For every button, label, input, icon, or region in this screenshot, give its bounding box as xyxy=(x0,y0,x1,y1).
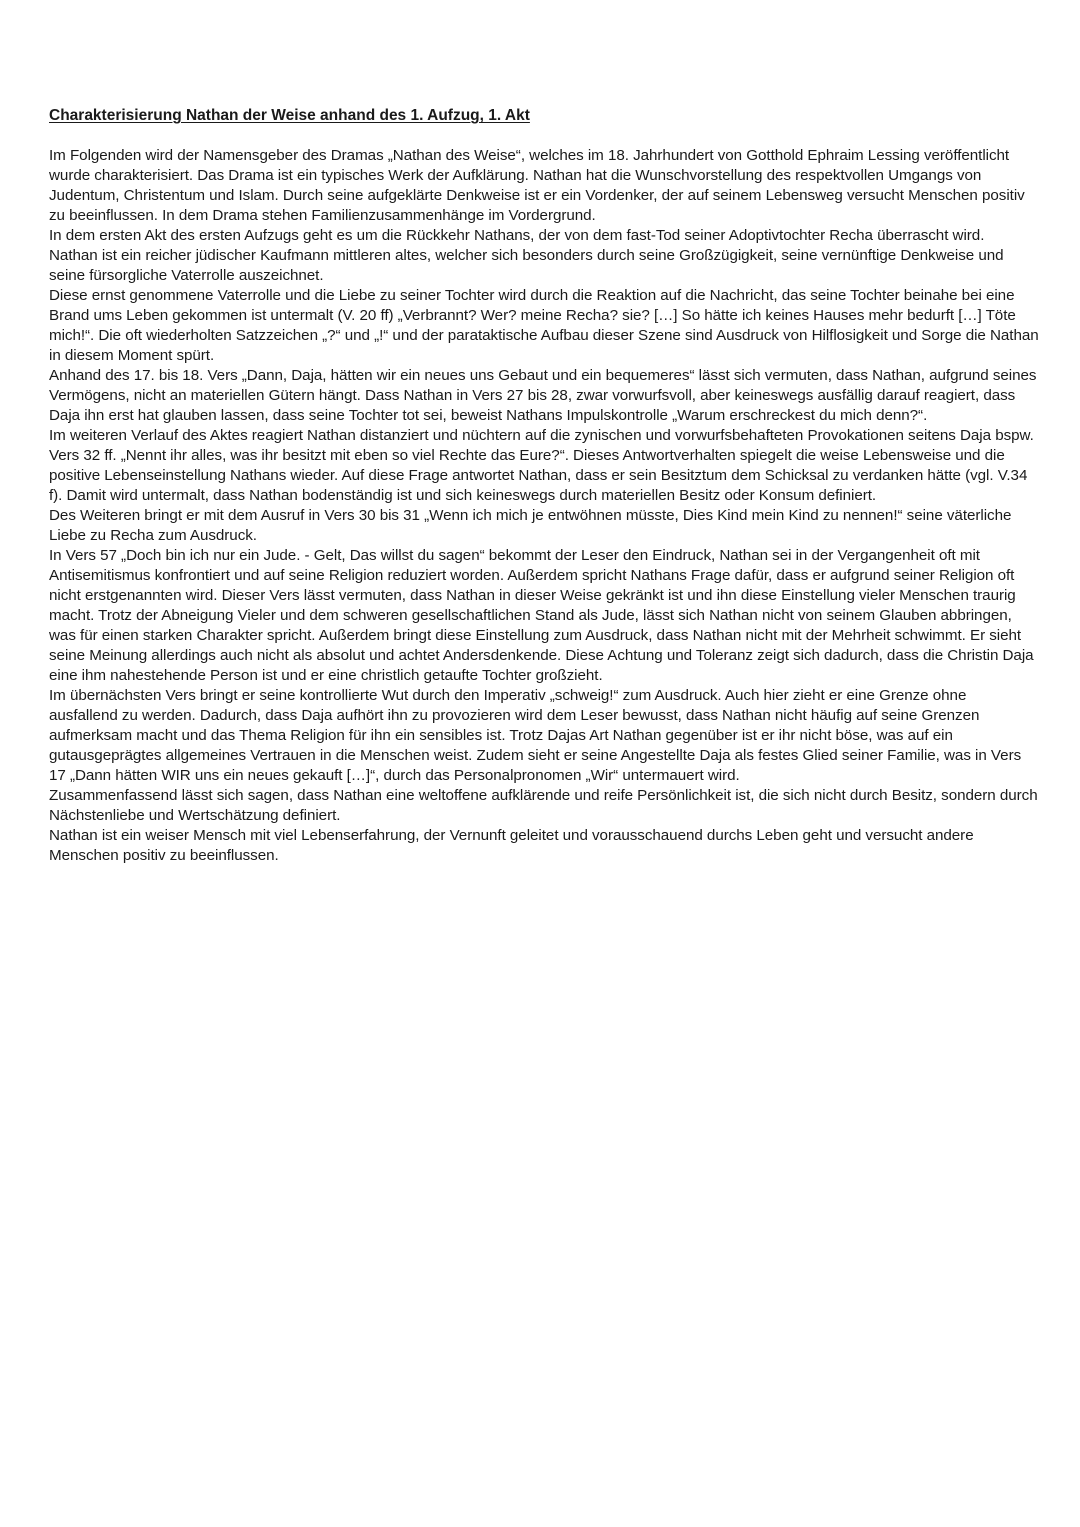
document-title: Charakterisierung Nathan der Weise anhand des 1. Aufzug, 1. Akt xyxy=(49,107,530,124)
paragraph-introduction: Im Folgenden wird der Namensgeber des Dramas „Nathan des Weise“, welches im 18. Jahrhundert von Gotthold Ephraim Lessing veröffentlicht wurde charakterisiert. Das Drama ist ein typisches Werk der Aufklärung. Nathan hat die Wunschvorstellung des respektvollen Umgangs von Judentum, Christentum und Islam. Durch seine aufgeklärte Denkweise ist er ein Vordenker, der auf seinem Lebensweg versucht Menschen positiv zu beeinflussen. In dem Drama stehen Familienzusammenhänge im Vordergrund. xyxy=(49,147,1025,224)
document-body xyxy=(49,146,1039,866)
paragraph-reaction-to-daja: Im weiteren Verlauf des Aktes reagiert Nathan distanziert und nüchtern auf die zynischen und vorwurfsbehafteten Provokationen seitens Daja bspw. Vers 32 ff. „Nennt ihr alles, was ihr besitzt mit eben so viel Rechte das Eure?“. Dieses Antwortverhalten spiegelt die weise Lebensweise und die positive Lebenseinstellung Nathans wieder. Auf diese Frage antwortet Nathan, dass er sein Besitztum dem Schicksal zu verdanken hätte (vgl. V.34 f). Damit wird untermalt, dass Nathan bodenständig ist und sich keineswegs durch materiellen Besitz oder Konsum definiert. xyxy=(49,427,1034,504)
paragraph-controlled-anger: Im übernächsten Vers bringt er seine kontrollierte Wut durch den Imperativ „schweig!“ zum Ausdruck. Auch hier zieht er eine Grenze ohne ausfallend zu werden. Dadurch, dass Daja aufhört ihn zu provozieren wird dem Leser bewusst, dass Nathan nicht häufig auf seine Grenzen aufmerksam macht und das Thema Religion für ihn ein sensibles ist. Trotz Dajas Art Nathan gegenüber ist er ihr nicht böse, was auf ein gutausgeprägtes allgemeines Vertrauen in die Menschen weist. Zudem sieht er seine Angestellte Daja als festes Glied seiner Familie, was in Vers 17 „Dann hätten WIR uns ein neues gekauft […]“, durch das Personalpronomen „Wir“ untermauert wird. xyxy=(49,687,1022,784)
paragraph-fatherly-love: Des Weiteren bringt er mit dem Ausruf in Vers 30 bis 31 „Wenn ich mich je entwöhnen müsste, Dies Kind mein Kind zu nennen!“ seine väterliche Liebe zu Recha zum Ausdruck. xyxy=(49,507,1012,544)
paragraph-character-overview: Nathan ist ein reicher jüdischer Kaufmann mittleren altes, welcher sich besonders durch seine Großzügigkeit, seine vernünftige Denkweise und seine fürsorgliche Vaterrolle auszeichnet. xyxy=(49,247,1004,284)
paragraph-material-goods: Anhand des 17. bis 18. Vers „Dann, Daja, hätten wir ein neues uns Gebaut und ein bequemeres“ lässt sich vermuten, dass Nathan, aufgrund seines Vermögens, nicht an materiellen Gütern hängt. Dass Nathan in Vers 27 bis 28, zwar vorwurfsvoll, aber keineswegs ausfällig darauf reagiert, dass Daja ihn erst hat glauben lassen, dass seine Tochter tot sei, beweist Nathans Impulskontrolle „Warum erschreckest du mich denn?“. xyxy=(49,367,1037,424)
paragraph-conclusion: Zusammenfassend lässt sich sagen, dass Nathan eine weltoffene aufklärende und reife Persönlichkeit ist, die sich nicht durch Besitz, sondern durch Nächstenliebe und Wertschätzung definiert. xyxy=(49,787,1038,824)
paragraph-final-statement: Nathan ist ein weiser Mensch mit viel Lebenserfahrung, der Vernunft geleitet und vorausschauend durchs Leben geht und versucht andere Menschen positiv zu beeinflussen. xyxy=(49,827,974,864)
document-page xyxy=(49,106,1039,866)
paragraph-religion: In Vers 57 „Doch bin ich nur ein Jude. - Gelt, Das willst du sagen“ bekommt der Leser den Eindruck, Nathan sei in der Vergangenheit oft mit Antisemitismus konfrontiert und auf seine Religion reduziert worden. Außerdem spricht Nathans Frage dafür, dass er aufgrund seiner Religion oft nicht erstgenannten wird. Dieser Vers lässt vermuten, dass Nathan in dieser Weise gekränkt ist und ihn diese Einstellung vieler Menschen traurig macht. Trotz der Abneigung Vieler und dem schweren gesellschaftlichen Stand als Jude, lässt sich Nathan nicht von seinem Glauben abbringen, was für einen starken Charakter spricht. Außerdem bringt diese Einstellung zum Ausdruck, dass Nathan nicht mit der Mehrheit schwimmt. Er sieht seine Meinung allerdings auch nicht als absolut und achtet Andersdenkende. Diese Achtung und Toleranz zeigt sich dadurch, dass die Christin Daja eine ihm nahestehende Person ist und er eine christlich getaufte Tochter großzieht. xyxy=(49,547,1034,684)
paragraph-father-role: Diese ernst genommene Vaterrolle und die Liebe zu seiner Tochter wird durch die Reaktion auf die Nachricht, das seine Tochter beinahe bei eine Brand ums Leben gekommen ist untermalt (V. 20 ff) „Verbrannt? Wer? meine Recha? sie? […] So hätte ich keines Hauses mehr bedurft […] Töte mich!“. Die oft wiederholten Satzzeichen „?“ und „!“ und der parataktische Aufbau dieser Szene sind Ausdruck von Hilflosigkeit und Sorge die Nathan in diesem Moment spürt. xyxy=(49,287,1039,364)
paragraph-act-summary: In dem ersten Akt des ersten Aufzugs geht es um die Rückkehr Nathans, der von dem fast-Tod seiner Adoptivtochter Recha überrascht wird. xyxy=(49,227,985,244)
